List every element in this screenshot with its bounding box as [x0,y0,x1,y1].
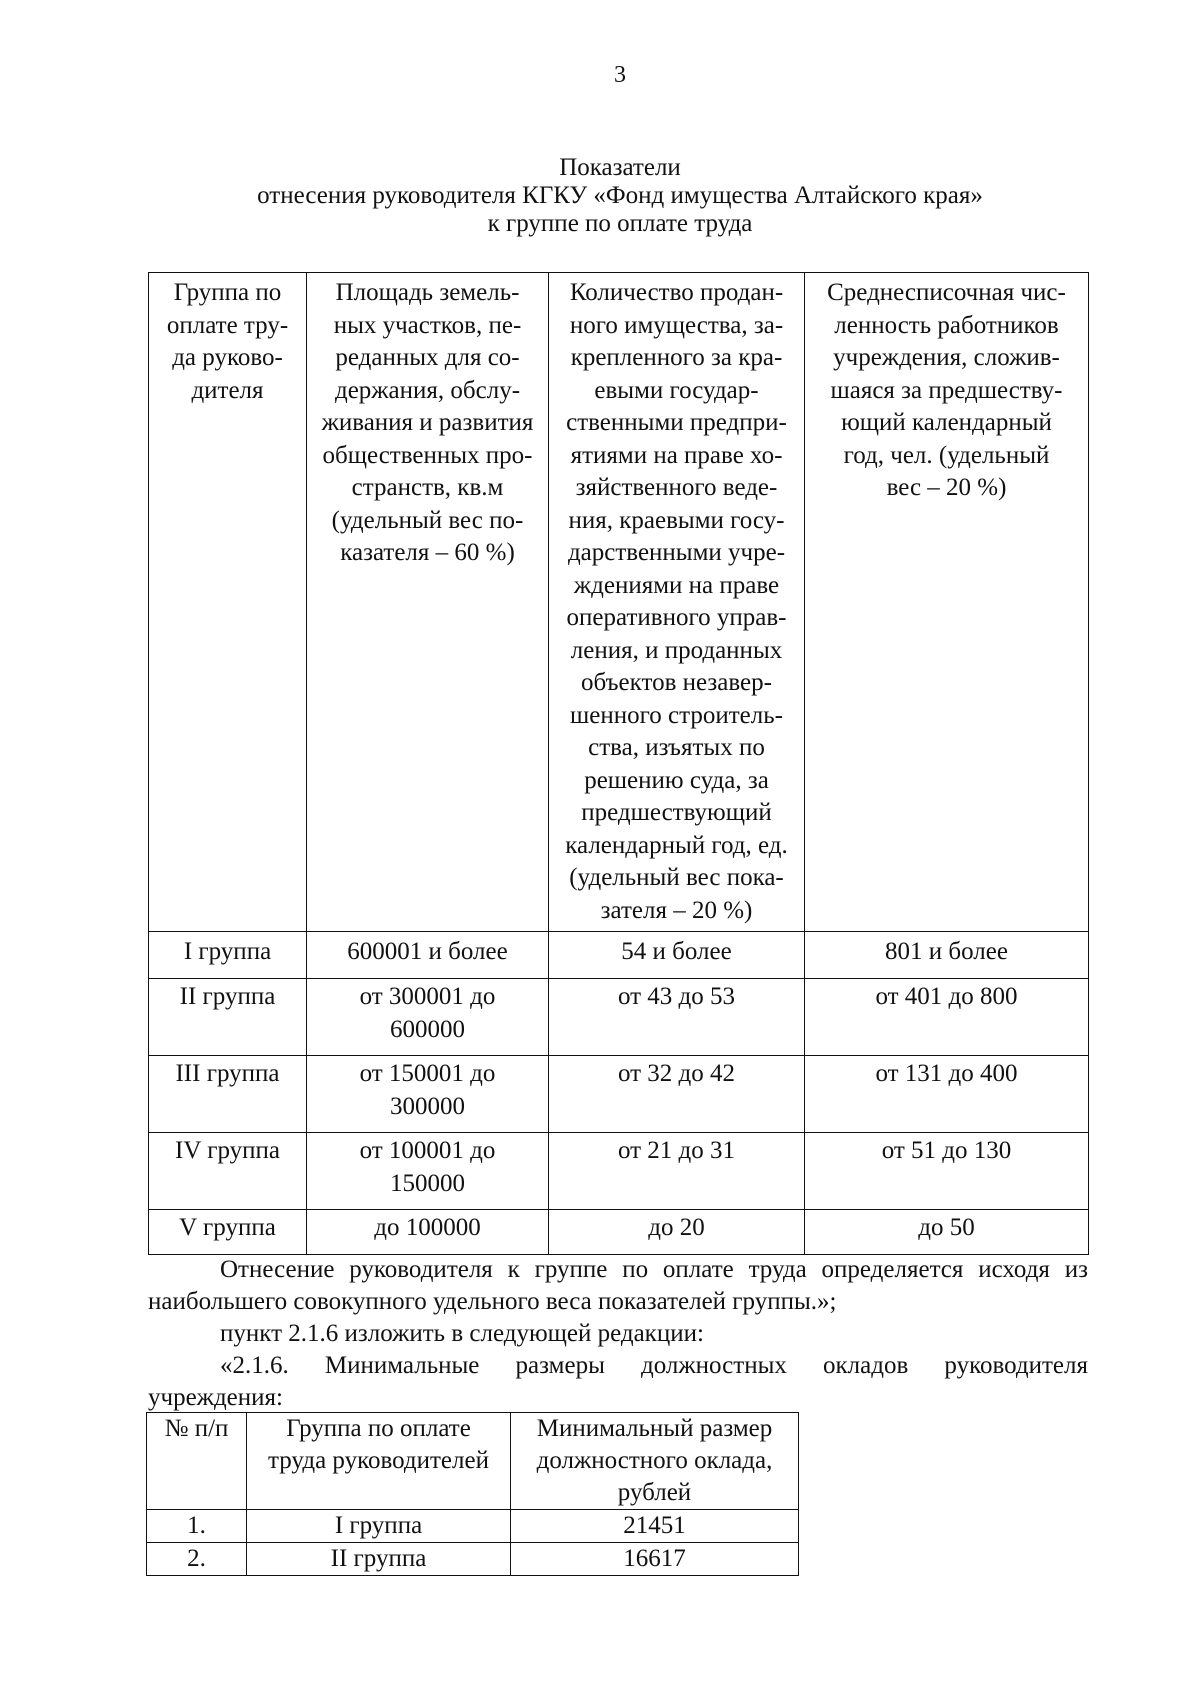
header-cell-number: № п/п [147,1413,247,1510]
table-row [149,979,1089,1056]
table-cell: II группа [247,1543,511,1576]
table-header-row [149,273,1089,932]
table-cell: от 21 до 31 [549,1133,805,1210]
table-cell: от 43 до 53 [549,979,805,1056]
table-cell: до 20 [549,1210,805,1255]
table-row [147,1543,799,1576]
table-cell: 16617 [511,1543,799,1576]
table-cell: от 32 до 42 [549,1056,805,1133]
paragraph-clause-intro: пункт 2.1.6 изложить в следующей редакции: [220,1320,704,1347]
table-cell: 2. [147,1543,247,1576]
table-cell: 1. [147,1510,247,1543]
table-cell: от 51 до 130 [805,1133,1089,1210]
paragraph-clause-continuation: учреждения: [148,1384,283,1411]
table-cell: IV группа [149,1133,307,1210]
table-row [149,932,1089,979]
table-cell: от 300001 до 600000 [307,979,549,1056]
title-line-1: Показатели [559,154,681,181]
table-cell: до 100000 [307,1210,549,1255]
document-title [150,154,1090,238]
table-cell: до 50 [805,1210,1089,1255]
table-cell: 600001 и более [307,932,549,979]
table-cell: II группа [149,979,307,1056]
table-cell: I группа [247,1510,511,1543]
table-cell: от 401 до 800 [805,979,1089,1056]
header-cell-group: Группа по оплате тру- да руково- дителя [149,273,307,932]
table-cell: 801 и более [805,932,1089,979]
table-cell: III группа [149,1056,307,1133]
table-cell: от 131 до 400 [805,1056,1089,1133]
header-cell-pay-group: Группа по оплате труда руководителей [247,1413,511,1510]
table-row [149,1210,1089,1255]
salary-table [146,1412,799,1576]
header-cell-staff-count: Среднесписочная чис- ленность работников учреждения, сложив- шаяся за предшеству- ющий календарный год, чел. (удельный вес – 20 %) [805,273,1089,932]
table-cell: от 100001 до 150000 [307,1133,549,1210]
table-cell: I группа [149,932,307,979]
header-cell-property-sold: Количество продан- ного имущества, за- крепленного за кра- евыми государ- ственными предпри- ятиями на праве хо- зяйственного веде- ния, краевыми госу- дарственными учре- ждениями на праве оперативного управ- ления, и проданных объектов незавер- шенного строитель- ства, изъятых по решению суда, за предшествующий календарный год, ед. (удельный вес пока- зателя – 20 %) [549,273,805,932]
table-cell: V группа [149,1210,307,1255]
title-line-2: отнесения руководителя КГКУ «Фонд имущества Алтайского края» [257,182,983,209]
table-cell: 21451 [511,1510,799,1543]
paragraph-group-assignment: Отнесение руководителя к группе по оплате труда определяется исходя из наибольшего совокупного удельного веса показателей группы.»; [148,1256,1088,1315]
title-line-3: к группе по оплате труда [487,210,753,237]
table-cell: от 150001 до 300000 [307,1056,549,1133]
salary-header-row [147,1413,799,1510]
paragraph-clause-2-1-6: «2.1.6. Минимальные размеры должностных окладов руководителя [220,1352,1088,1379]
table-row [149,1056,1089,1133]
header-cell-min-salary: Минимальный размер должностного оклада, рублей [511,1413,799,1510]
table-row [147,1510,799,1543]
page-number: 3 [614,62,626,88]
table-row [149,1133,1089,1210]
header-cell-land-area: Площадь земель- ных участков, пе- реданных для со- держания, обслу- живания и развития общественных про- странств, кв.м (удельный вес по- казателя – 60 %) [307,273,549,932]
indicators-table [148,272,1089,1255]
table-cell: 54 и более [549,932,805,979]
